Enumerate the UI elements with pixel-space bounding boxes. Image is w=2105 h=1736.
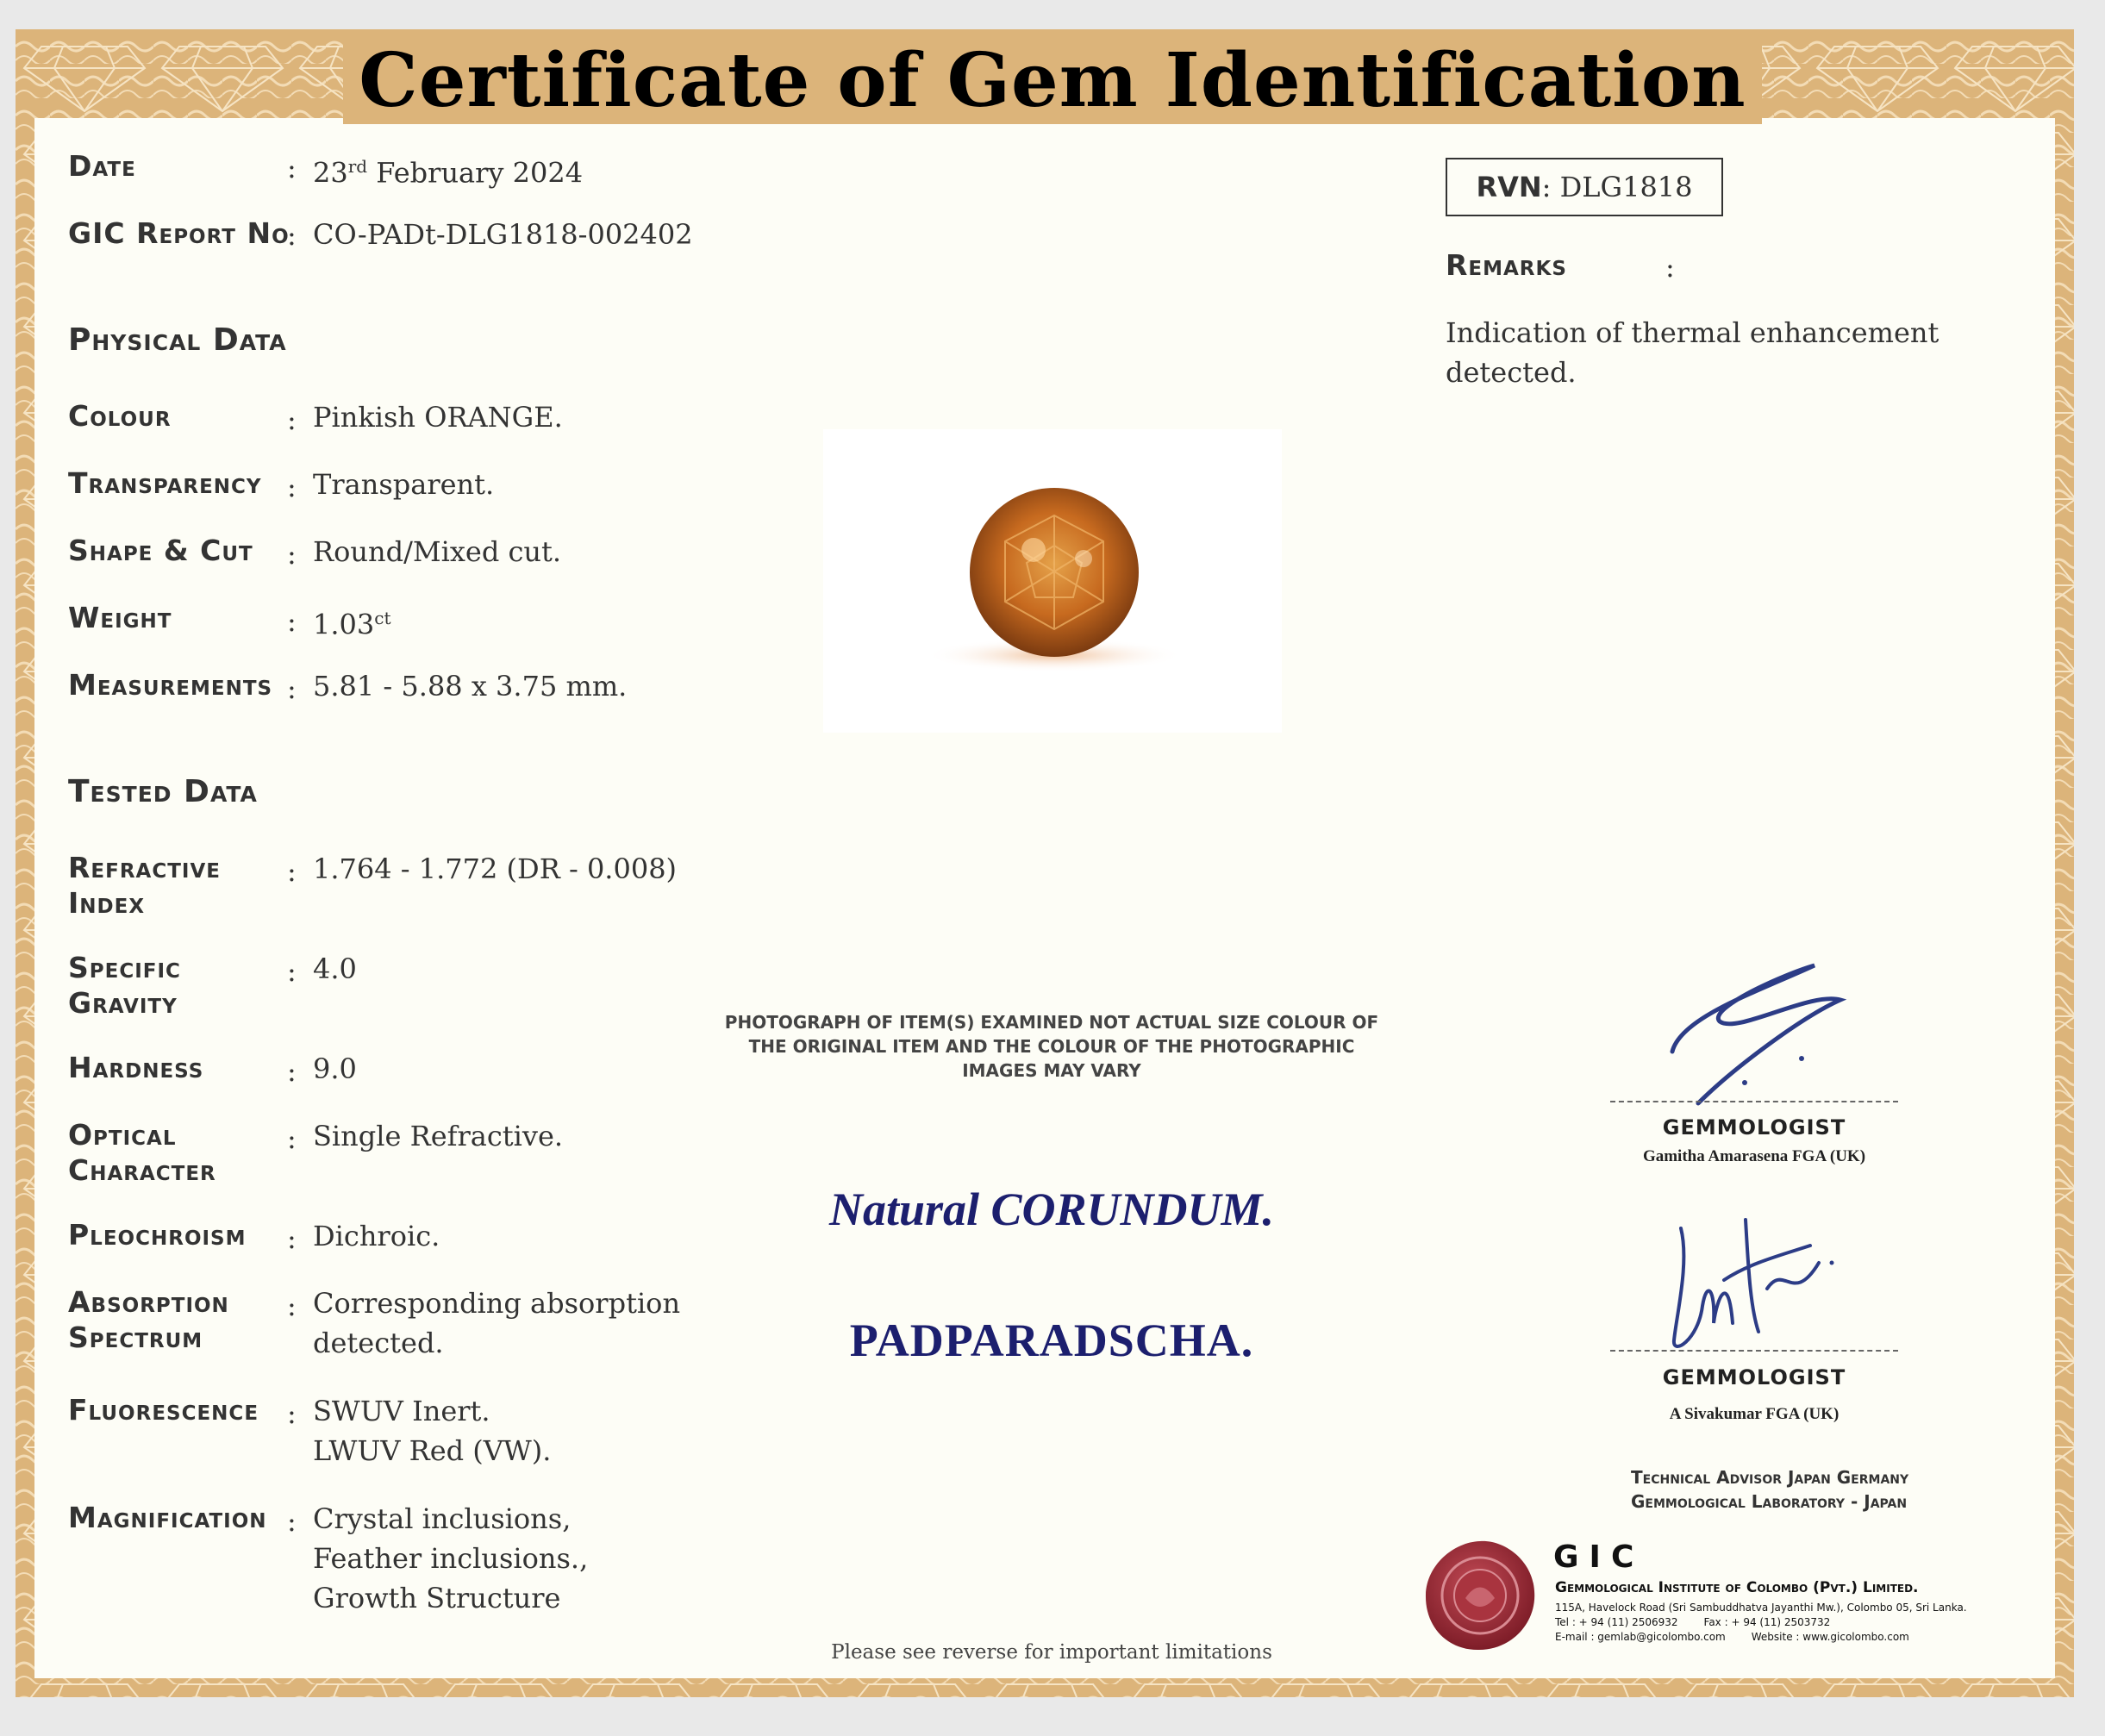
signature-2 — [1664, 1211, 1845, 1358]
report-no-label: GIC Report No — [68, 216, 290, 250]
remarks-text: Indication of thermal enhancement detected. — [1446, 316, 1939, 389]
transparency-value: Transparent. — [313, 468, 495, 501]
weight-value: $1.03^{ct}$ — [313, 608, 391, 641]
colon: : — [287, 219, 297, 252]
shape-cut-label: Shape & Cut — [68, 534, 253, 567]
date-label: Date — [68, 149, 136, 183]
optical-character-label: Optical Character — [68, 1118, 216, 1187]
gem-variety: PADPARADSCHA. — [849, 1314, 1254, 1366]
colon: : — [287, 1505, 297, 1538]
transparency-label: Transparency — [68, 466, 262, 500]
colon: : — [287, 538, 297, 571]
report-no-value: CO-PADt-DLG1818-002402 — [313, 218, 693, 251]
fluorescence-label: Fluorescence — [68, 1393, 259, 1427]
colour-label: Colour — [68, 399, 172, 433]
absorption-spectrum-label: Absorption Spectrum — [68, 1285, 229, 1354]
refractive-index-value: 1.764 - 1.772 (DR - 0.008) — [313, 852, 678, 885]
measurements-label: Measurements — [68, 668, 273, 702]
gem-species: Natural CORUNDUM. — [828, 1183, 1275, 1235]
gic-logo-text: GIC — [1553, 1539, 1645, 1575]
gemmologist-1-role: GEMMOLOGIST — [1662, 1115, 1846, 1140]
hardness-value: 9.0 — [313, 1052, 357, 1085]
magnification-value: Crystal inclusions, Feather inclusions., Growth Structure — [313, 1502, 589, 1614]
limitations-note: Please see reverse for important limitations — [831, 1641, 1272, 1664]
colon: : — [287, 605, 297, 638]
pleochroism-label: Pleochroism — [68, 1218, 247, 1252]
gic-full-name: Gemmological Institute of Colombo (Pvt.) Limited. — [1555, 1579, 1919, 1596]
colon: : — [287, 1222, 297, 1255]
photo-disclaimer: PHOTOGRAPH OF ITEM(S) EXAMINED NOT ACTUAL SIZE COLOUR OF THE ORIGINAL ITEM AND THE COLOUR OF THE PHOTOGRAPHIC IMAGES MAY VARY — [724, 1012, 1379, 1081]
fluorescence-value: SWUV Inert. LWUV Red (VW). — [313, 1395, 552, 1467]
gic-email-web: E-mail : gemlab@gicolombo.com Website : www.gicolombo.com — [1555, 1631, 1909, 1643]
colon: : — [287, 1122, 297, 1155]
gemmologist-2-name: A Sivakumar FGA (UK) — [1669, 1405, 1840, 1423]
gem-photograph — [823, 429, 1282, 733]
date-value: 23rd February 2024 — [313, 156, 584, 190]
tested-data-heading: Tested Data — [68, 774, 258, 809]
rvn-box: RVN: DLG1818 — [1446, 158, 1723, 216]
colon: : — [287, 471, 297, 503]
signature-line-2 — [1610, 1350, 1898, 1352]
signature-line-1 — [1610, 1101, 1898, 1102]
wax-seal-icon — [1422, 1538, 1538, 1653]
gemmologist-1-name: Gamitha Amarasena FGA (UK) — [1642, 1147, 1866, 1165]
colon: : — [287, 1397, 297, 1430]
colon: : — [287, 672, 297, 705]
shape-cut-value: Round/Mixed cut. — [313, 535, 562, 568]
colon: : — [287, 855, 297, 888]
colon: : — [287, 955, 297, 988]
gem-image — [823, 429, 1282, 733]
refractive-index-label: Refractive Index — [68, 851, 221, 920]
pleochroism-value: Dichroic. — [313, 1220, 440, 1252]
remarks-label: Remarks — [1446, 248, 1567, 282]
weight-label: Weight — [68, 601, 172, 634]
colon: : — [287, 1055, 297, 1088]
specific-gravity-label: Specific Gravity — [68, 951, 181, 1020]
technical-advisor: Technical Advisor Japan Germany Gemmological Laboratory - Japan — [1631, 1467, 1909, 1512]
colon: : — [287, 403, 297, 436]
gic-phone-fax: Tel : + 94 (11) 2506932 Fax : + 94 (11) 2503732 — [1555, 1616, 1831, 1628]
gemmologist-2-role: GEMMOLOGIST — [1662, 1365, 1846, 1389]
specific-gravity-value: 4.0 — [313, 952, 357, 985]
measurements-value: 5.81 - 5.88 x 3.75 mm. — [313, 670, 628, 703]
certificate-title: Certificate of Gem Identification — [0, 38, 2105, 124]
colon: : — [287, 152, 297, 184]
colon: : — [287, 1290, 297, 1322]
signature-1 — [1655, 957, 1853, 1112]
colour-value: Pinkish ORANGE. — [313, 401, 563, 434]
physical-data-heading: Physical Data — [68, 322, 287, 358]
magnification-label: Magnification — [68, 1501, 267, 1534]
colon: : — [1665, 251, 1675, 284]
hardness-label: Hardness — [68, 1051, 204, 1084]
optical-character-value: Single Refractive. — [313, 1120, 564, 1152]
gic-address: 115A, Havelock Road (Sri Sambuddhatva Jayanthi Mw.), Colombo 05, Sri Lanka. — [1555, 1602, 1967, 1614]
absorption-spectrum-value: Corresponding absorption detected. — [313, 1287, 681, 1359]
